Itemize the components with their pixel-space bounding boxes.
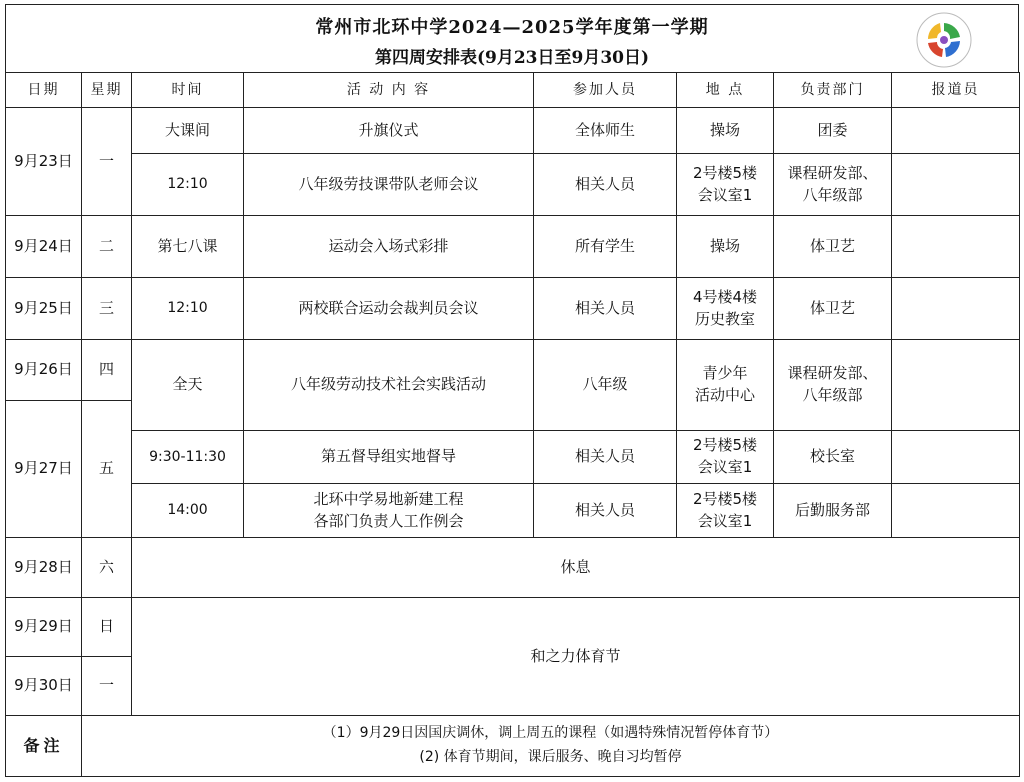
date-cell: 9月25日 bbox=[6, 278, 82, 340]
place-line: 活动中心 bbox=[694, 386, 755, 404]
content-cell bbox=[244, 484, 534, 538]
place-line: 青少年 bbox=[702, 364, 748, 383]
place-line: 会议室1 bbox=[697, 185, 753, 204]
dept-cell: 体卫艺 bbox=[774, 278, 892, 340]
dept-cell bbox=[774, 154, 892, 216]
header bbox=[5, 4, 1019, 72]
date-cell: 9月28日 bbox=[6, 538, 82, 598]
place-line: 2号楼5楼 bbox=[692, 436, 758, 455]
dept-cell: 校长室 bbox=[774, 431, 892, 484]
place-cell bbox=[677, 484, 774, 538]
school-logo-icon bbox=[912, 11, 976, 69]
place-line: 会议室1 bbox=[697, 458, 753, 476]
dept-line: 课程研发部、 bbox=[787, 364, 878, 383]
time-cell: 全天 bbox=[132, 340, 244, 431]
reporter-cell bbox=[892, 108, 1020, 154]
notes-row bbox=[6, 716, 1020, 777]
dept-line: 八年级部 bbox=[802, 185, 863, 204]
place-line: 会议室1 bbox=[697, 511, 753, 530]
date-cell: 9月26日 bbox=[6, 340, 82, 401]
content-cell: 第五督导组实地督导 bbox=[244, 431, 534, 484]
people-cell: 相关人员 bbox=[534, 484, 677, 538]
time-cell: 大课间 bbox=[132, 108, 244, 154]
weekday-cell: 二 bbox=[82, 216, 132, 278]
time-cell: 14:00 bbox=[132, 484, 244, 538]
place-cell: 操场 bbox=[677, 108, 774, 154]
col-header-place: 地 点 bbox=[677, 73, 774, 108]
content-cell: 运动会入场式彩排 bbox=[244, 216, 534, 278]
place-line: 历史教室 bbox=[694, 309, 755, 328]
table-row bbox=[6, 340, 1020, 401]
weekday-cell: 四 bbox=[82, 340, 132, 401]
dept-line: 课程研发部、 bbox=[787, 163, 878, 182]
col-header-weekday: 星期 bbox=[82, 73, 132, 108]
table-row bbox=[6, 431, 1020, 484]
col-header-reporter: 报道员 bbox=[892, 73, 1020, 108]
time-cell: 12:10 bbox=[132, 278, 244, 340]
dept-cell bbox=[774, 340, 892, 431]
table-header-row bbox=[6, 73, 1020, 108]
reporter-cell bbox=[892, 431, 1020, 484]
content-cell: 两校联合运动会裁判员会议 bbox=[244, 278, 534, 340]
weekday-cell: 一 bbox=[82, 657, 132, 716]
time-cell: 12:10 bbox=[132, 154, 244, 216]
reporter-cell bbox=[892, 154, 1020, 216]
place-line: 4号楼4楼 bbox=[692, 287, 758, 306]
dept-cell: 后勤服务部 bbox=[774, 484, 892, 538]
place-cell bbox=[677, 431, 774, 484]
weekday-cell: 三 bbox=[82, 278, 132, 340]
weekday-cell: 日 bbox=[82, 598, 132, 657]
table-row bbox=[6, 278, 1020, 340]
reporter-cell bbox=[892, 216, 1020, 278]
table-row bbox=[6, 216, 1020, 278]
table-row bbox=[6, 154, 1020, 216]
date-cell: 9月24日 bbox=[6, 216, 82, 278]
people-cell: 相关人员 bbox=[534, 431, 677, 484]
people-cell: 相关人员 bbox=[534, 278, 677, 340]
people-cell: 所有学生 bbox=[534, 216, 677, 278]
content-cell: 八年级劳动技术社会实践活动 bbox=[244, 340, 534, 431]
place-line: 2号楼5楼 bbox=[692, 489, 758, 508]
dept-cell: 体卫艺 bbox=[774, 216, 892, 278]
place-cell bbox=[677, 154, 774, 216]
col-header-people: 参加人员 bbox=[534, 73, 677, 108]
content-line: 各部门负责人工作例会 bbox=[313, 511, 464, 530]
time-cell: 第七八课 bbox=[132, 216, 244, 278]
place-cell bbox=[677, 278, 774, 340]
dept-line: 八年级部 bbox=[802, 386, 863, 404]
table-row bbox=[6, 108, 1020, 154]
note-line: （1）9月29日因国庆调休，调上周五的课程（如遇特殊情况暂停体育节） bbox=[322, 725, 779, 742]
date-cell: 9月30日 bbox=[6, 657, 82, 716]
people-cell: 相关人员 bbox=[534, 154, 677, 216]
reporter-cell bbox=[892, 278, 1020, 340]
table-row bbox=[6, 484, 1020, 538]
place-line: 2号楼5楼 bbox=[692, 163, 758, 182]
reporter-cell bbox=[892, 340, 1020, 431]
reporter-cell bbox=[892, 484, 1020, 538]
weekday-cell: 六 bbox=[82, 538, 132, 598]
people-cell: 八年级 bbox=[534, 340, 677, 431]
page-subtitle: 第四周安排表(9月23日至9月30日) bbox=[374, 48, 650, 68]
content-line: 北环中学易地新建工程 bbox=[313, 489, 464, 508]
dept-cell: 团委 bbox=[774, 108, 892, 154]
table-row bbox=[6, 538, 1020, 598]
content-cell: 八年级劳技课带队老师会议 bbox=[244, 154, 534, 216]
table-row bbox=[6, 598, 1020, 657]
page-title: 常州市北环中学2024—2025学年度第一学期 bbox=[315, 17, 709, 38]
people-cell: 全体师生 bbox=[534, 108, 677, 154]
col-header-time: 时间 bbox=[132, 73, 244, 108]
col-header-content: 活 动 内 容 bbox=[244, 73, 534, 108]
notes-cell bbox=[82, 716, 1020, 777]
col-header-dept: 负责部门 bbox=[774, 73, 892, 108]
notes-label: 备注 bbox=[6, 716, 82, 777]
place-cell: 操场 bbox=[677, 216, 774, 278]
date-cell: 9月23日 bbox=[6, 108, 82, 216]
date-cell: 9月27日 bbox=[6, 401, 82, 538]
time-cell: 9:30-11:30 bbox=[132, 431, 244, 484]
date-cell: 9月29日 bbox=[6, 598, 82, 657]
rest-cell: 休息 bbox=[132, 538, 1020, 598]
weekday-cell: 一 bbox=[82, 108, 132, 216]
content-cell: 升旗仪式 bbox=[244, 108, 534, 154]
note-line: (2) 体育节期间，课后服务、晚自习均暂停 bbox=[419, 749, 682, 765]
col-header-date: 日期 bbox=[6, 73, 82, 108]
schedule-table bbox=[5, 72, 1020, 777]
place-cell bbox=[677, 340, 774, 431]
weekday-cell: 五 bbox=[82, 401, 132, 538]
sports-festival-cell: 和之力体育节 bbox=[132, 598, 1020, 716]
